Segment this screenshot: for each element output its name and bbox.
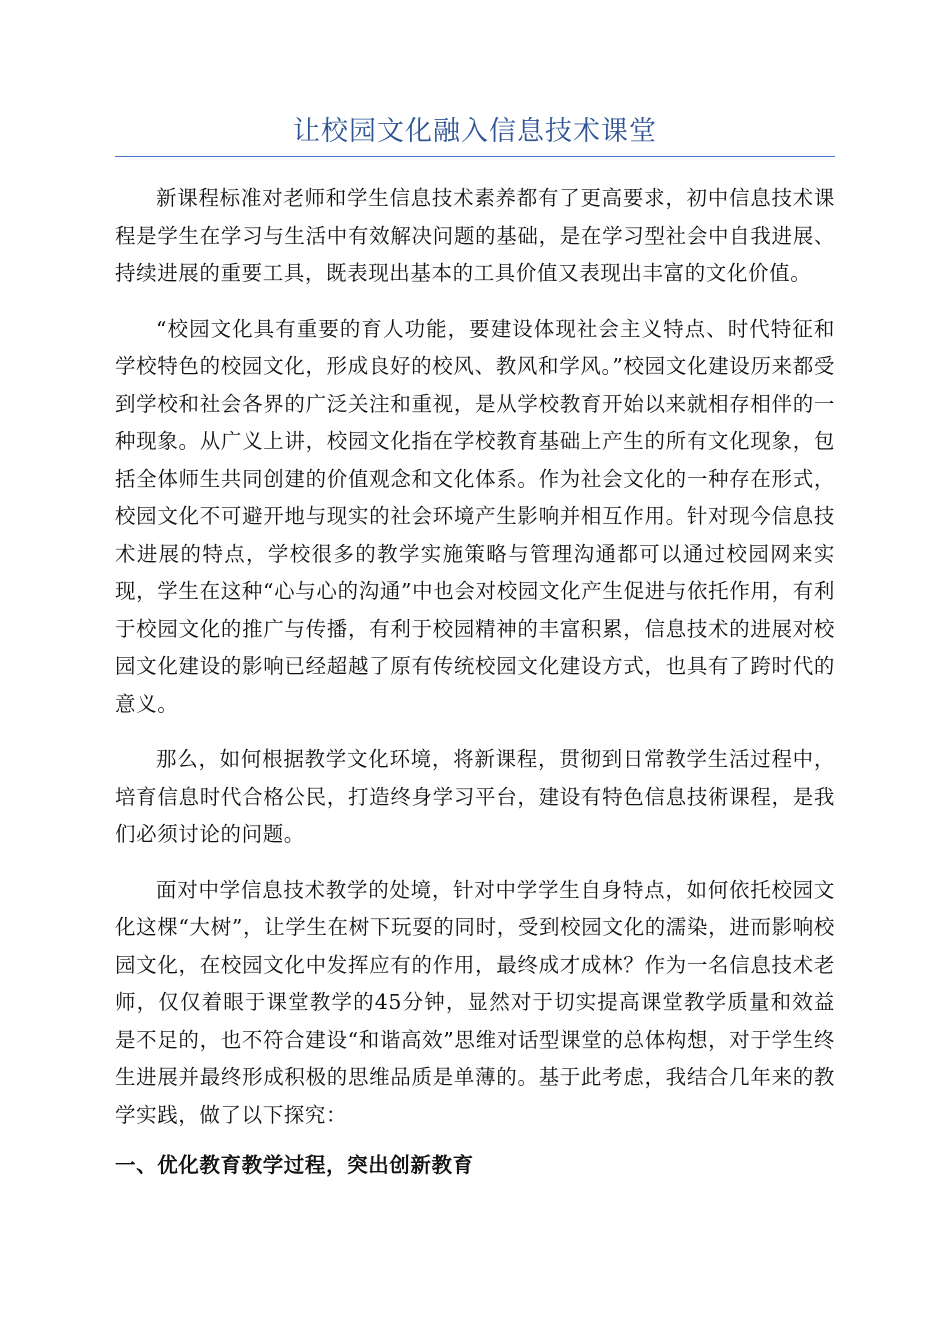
paragraph-3: 那么，如何根据教学文化环境，将新课程，贯彻到日常教学生活过程中，培育信息时代合格公民，打造终身学习平台，建设有特色信息技術课程，是我们必须讨论的问题。 [115,747,835,846]
section-heading: 一、优化教育教学过程，突出创新教育 [115,1153,474,1177]
paragraph-4: 面对中学信息技术教学的处境，针对中学学生自身特点，如何依托校园文化这棵“大树”，让学生在树下玩耍的同时，受到校园文化的濡染，进而影响校园文化，在校园文化中发挥应有的作用，最终成才成林？作为一名信息技术老师，仅仅着眼于课堂教学的45分钟，显然对于切实提高课堂教学质量和效益是不足的，也不符合建设“和谐高效”思维对话型课堂的总体构想，对于学生终生进展并最终形成积极的思维品质是单薄的。基于此考虑，我结合几年来的教学实践，做了以下探究： [115,877,835,1127]
document-title: 让校园文化融入信息技术课堂 [293,116,657,147]
paragraph-2: “校园文化具有重要的育人功能，要建设体现社会主义特点、时代特征和学校特色的校园文化，形成良好的校风、教风和学风。”校园文化建设历来都受到学校和社会各界的广泛关注和重视，是从学校教育开始以来就相存相伴的一种现象。从广义上讲，校园文化指在学校教育基础上产生的所有文化现象，包括全体师生共同创建的价值观念和文化体系。作为社会文化的一种存在形式，校园文化不可避开地与现实的社会环境产生影响并相互作用。针对现今信息技术进展的特点，学校很多的教学实施策略与管理沟通都可以通过校园网来实现，学生在这种“心与心的沟通”中也会对校园文化产生促进与依托作用，有利于校园文化的推广与传播，有利于校园精神的丰富积累，信息技术的进展对校园文化建设的影响已经超越了原有传统校园文化建设方式，也具有了跨时代的意义。 [115,316,835,716]
title-underline [115,156,835,157]
paragraph-1: 新课程标准对老师和学生信息技术素养都有了更高要求，初中信息技术课程是学生在学习与生活中有效解决问题的基础，是在学习型社会中自我进展、持续进展的重要工具，既表现出基本的工具价值又表现出丰富的文化价值。 [115,186,835,285]
document-page [115,0,835,1185]
